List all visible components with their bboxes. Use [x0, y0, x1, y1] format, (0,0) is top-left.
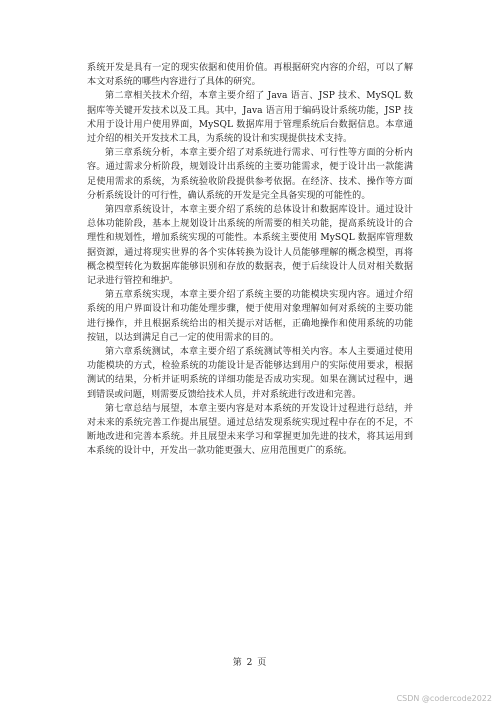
paragraph-chapter-6: 第六章系统测试，本章主要介绍了系统测试等相关内容。本人主要通过使用功能模块的方式，检验系统的功能设计是否能够达到用户的实际使用要求，根据测试的结果，分析并证明系统的详细功能是否成功实现。如果在测试过程中，遇到错误或问题，则需要反馈给技术人员，并对系统进行改进和完善。	[87, 347, 413, 400]
paragraph-chapter-3: 第三章系统分析，本章主要介绍了对系统进行需求、可行性等方面的分析内容。通过需求分析阶段，规划设计出系统的主要功能需求，便于设计出一款能满足使用需求的系统，为系统验收阶段提供参考依据。在经济、技术、操作等方面分析系统设计的可行性，确认系统的开发是完全具备实现的可能性的。	[87, 148, 413, 201]
body-text	[87, 61, 413, 459]
page-number: 第 2 页	[232, 658, 268, 668]
paragraph-chapter-4: 第四章系统设计，本章主要介绍了系统的总体设计和数据库设计。通过设计总体功能阶段，基本上规划设计出系统的所需要的相关功能，提高系统设计的合理性和规划性，增加系统实现的可能性。本系统主要使用 MySQL 数据库管理数据资源，通过将现实世界的各个实体转换为设计人员能够理解的概念模型，再将概念模型转化为数据库能够识别和存放的数据表，便于后续设计人员对相关数据记录进行管控和维护。	[87, 205, 413, 287]
watermark: CSDN @codercode2022	[396, 694, 492, 703]
paragraph-chapter-7: 第七章总结与展望，本章主要内容是对本系统的开发设计过程进行总结，并对未来的系统完善工作提出展望。通过总结发现系统实现过程中存在的不足，不断地改进和完善本系统。并且展望未来学习和掌握更加先进的技术，将其运用到本系统的设计中，开发出一款功能更强大、应用范围更广的系统。	[87, 403, 413, 457]
paragraph-intro-continued: 系统开发是具有一定的现实依据和使用价值。再根据研究内容的介绍，可以了解本文对系统的哪些内容进行了具体的研究。	[87, 63, 413, 88]
paragraph-chapter-5: 第五章系统实现，本章主要介绍了系统主要的功能模块实现内容。通过介绍系统的用户界面设计和功能处理步骤，便于使用对象理解如何对系统的主要功能进行操作，并且根据系统给出的相关提示对话框，正确地操作和使用系统的功能按钮，以达到满足自己一定的使用需求的目的。	[87, 290, 413, 343]
paragraph-chapter-2: 第二章相关技术介绍，本章主要介绍了 Java 语言、JSP 技术、MySQL 数据库等关键开发技术以及工具。其中，Java 语言用于编码设计系统功能，JSP 技术用于设计用户使用界面，MySQL 数据库用于管理系统后台数据信息。本章通过介绍的相关开发技术工具，为系统的设计和实现提供技术支持。	[87, 91, 413, 145]
